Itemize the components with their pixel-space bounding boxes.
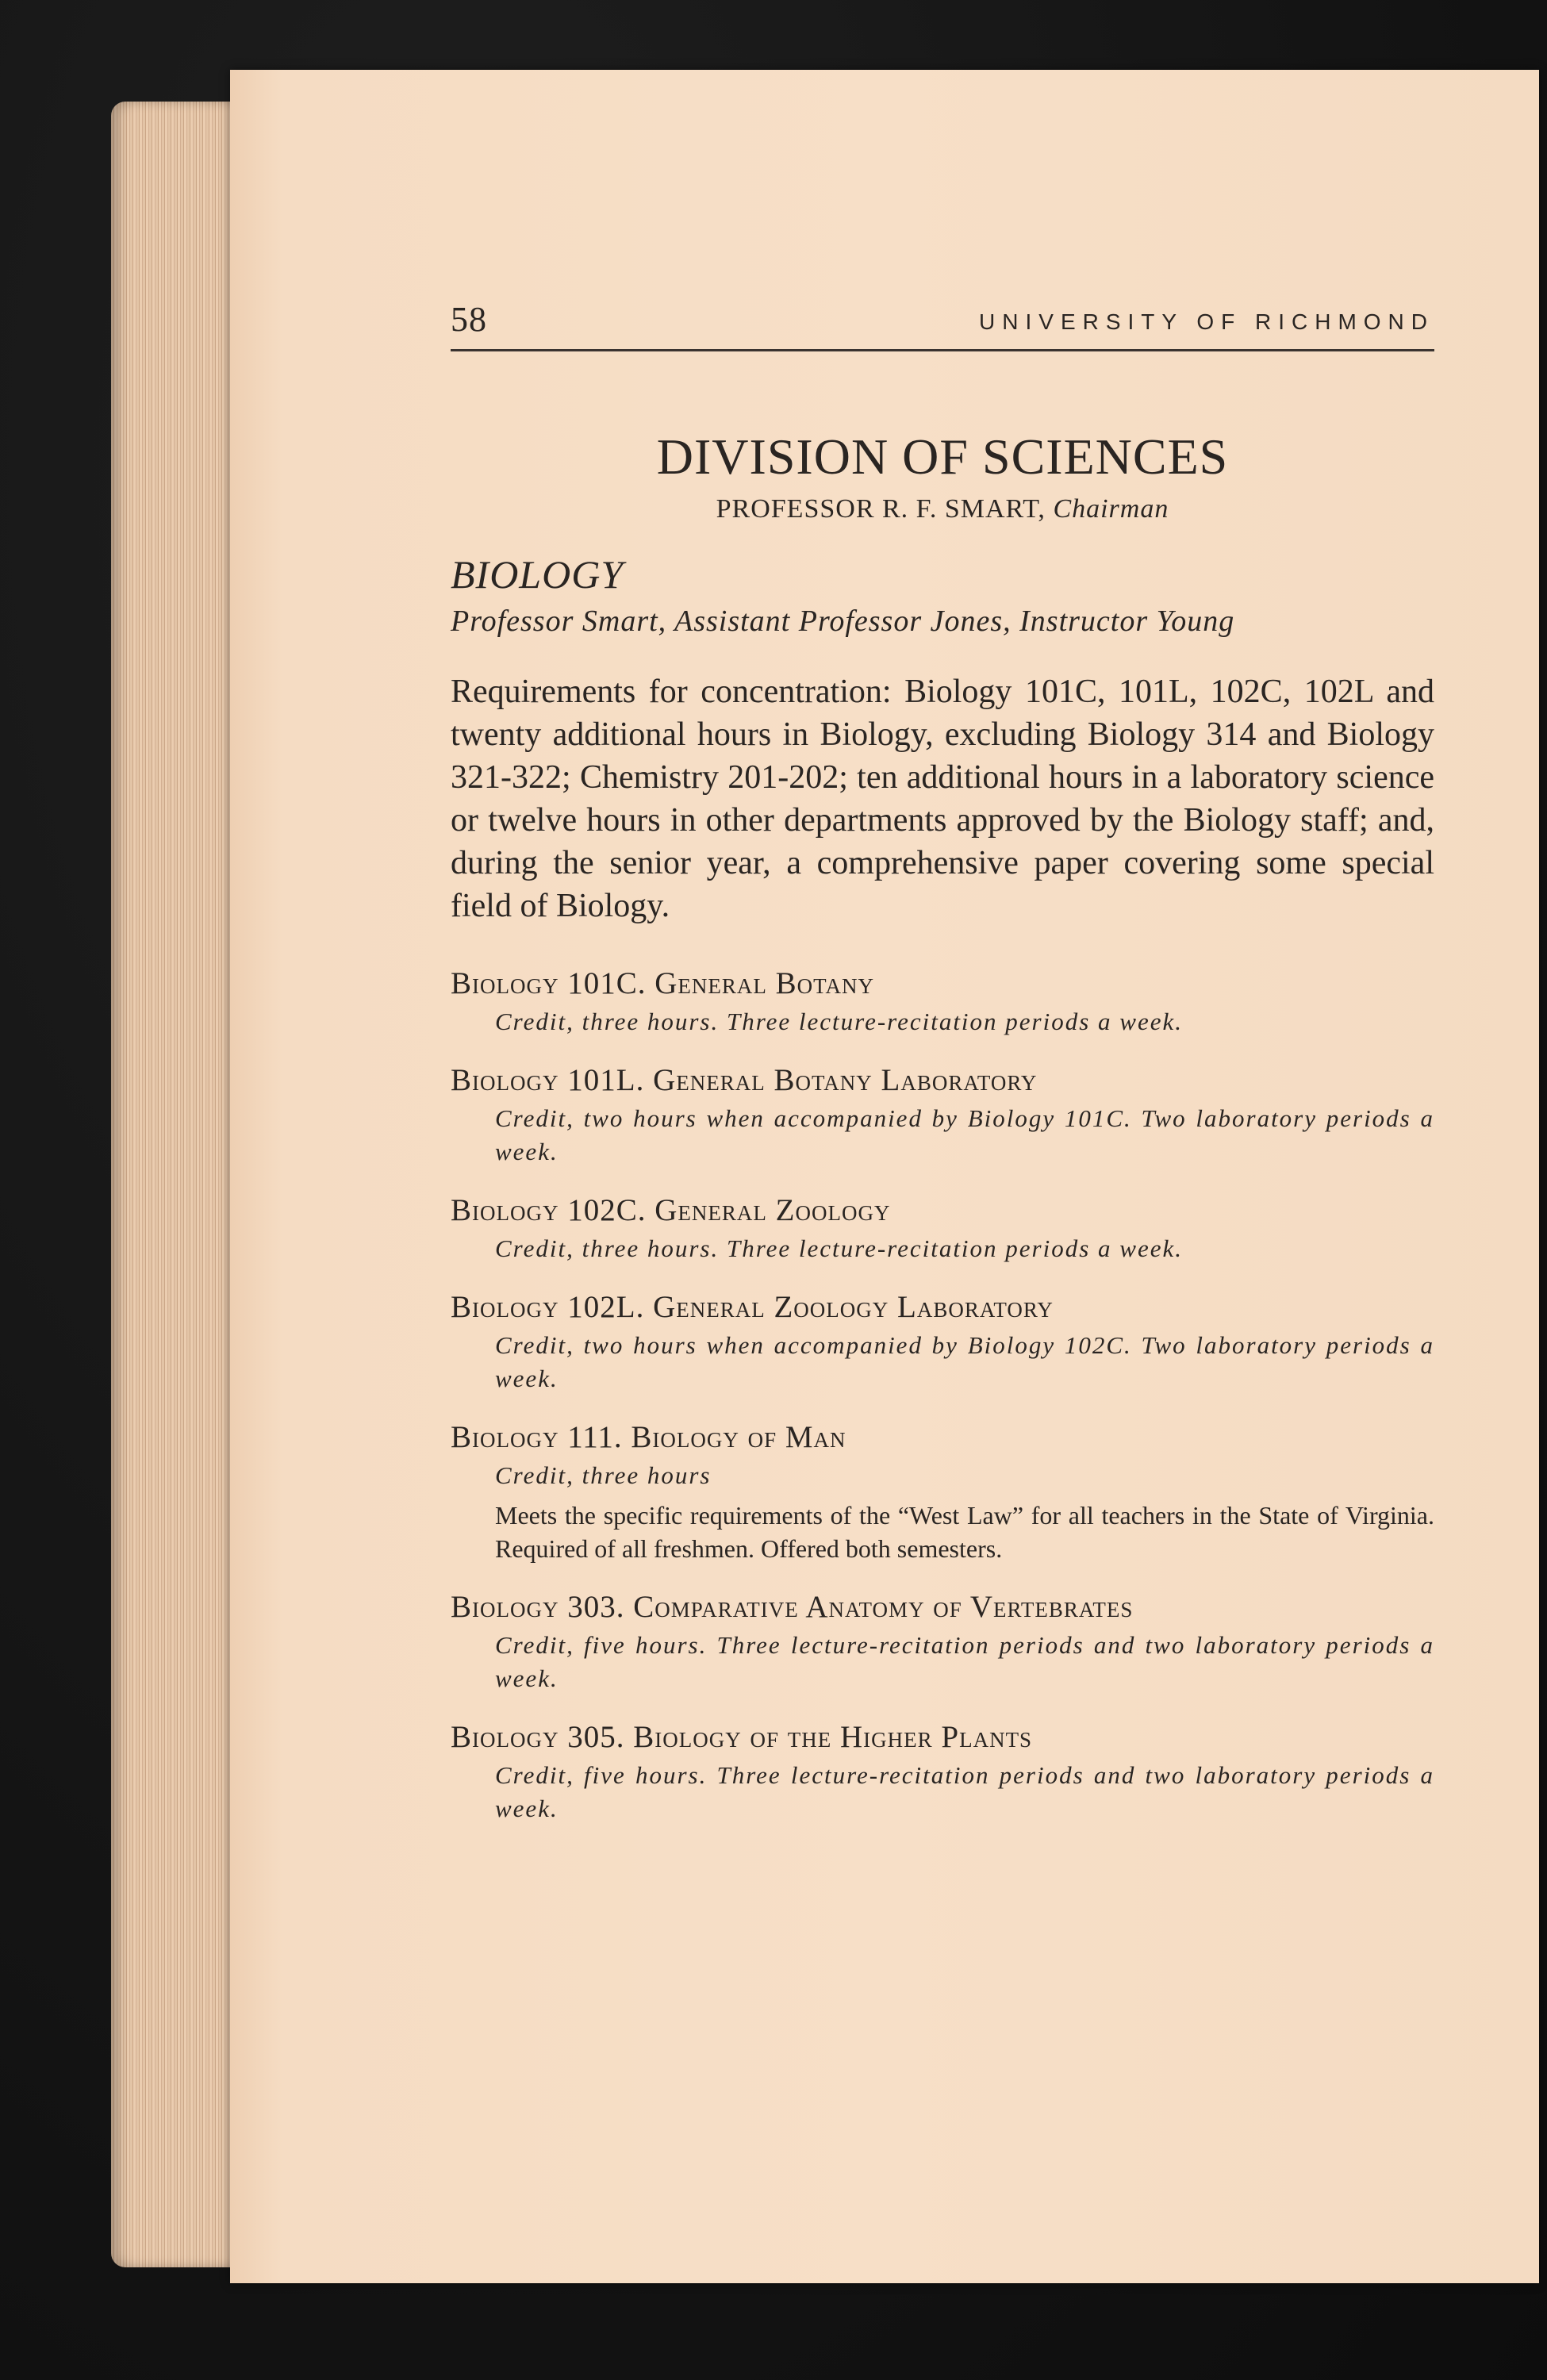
course-title: Biology 111. Biology of Man (451, 1420, 846, 1454)
course-note: Meets the specific requirements of the “West Law” for all teachers in the State of Virginia. Required of all freshmen. Offered both semesters. (495, 1501, 1434, 1563)
course-credit: Credit, three hours. Three lecture-recitation periods a week. (495, 1234, 1183, 1262)
course-credit: Credit, five hours. Three lecture-recitation periods and two laboratory periods a week. (495, 1761, 1434, 1822)
course-title: Biology 101C. General Botany (451, 966, 874, 1000)
page-content (451, 294, 1434, 1846)
course-entry (451, 1059, 1434, 1169)
chairman-role: Chairman (1053, 494, 1169, 524)
course-credit: Credit, three hours (495, 1461, 712, 1489)
course-credit: Credit, two hours when accompanied by Biology 101C. Two laboratory periods a week. (495, 1104, 1434, 1165)
course-title: Biology 102L. General Zoology Laboratory (451, 1290, 1054, 1324)
running-title: UNIVERSITY OF RICHMOND (979, 309, 1434, 334)
faculty-line: Professor Smart, Assistant Professor Jones, Instructor Young (451, 605, 1235, 638)
chairman-name: PROFESSOR R. F. SMART, (716, 494, 1046, 524)
division-title: DIVISION OF SCIENCES (656, 428, 1229, 485)
course-title: Biology 303. Comparative Anatomy of Vertebrates (451, 1590, 1134, 1624)
requirements-paragraph: Requirements for concentration: Biology 101C, 101L, 102C, 102L and twenty additional hours in Biology, excluding Biology 314 and Biology 321-322; Chemistry 201-202; ten additional hours in a laboratory science or twelve hours in other departments approved by the Biology staff; and, during the senior year, a comprehensive paper covering some special field of Biology. (451, 674, 1434, 924)
page-number: 58 (451, 300, 487, 339)
course-title: Biology 102C. General Zoology (451, 1193, 891, 1227)
course-entry (451, 1716, 1434, 1825)
course-credit: Credit, five hours. Three lecture-recitation periods and two laboratory periods a week. (495, 1631, 1434, 1692)
course-entry (451, 1416, 1434, 1565)
course-credit: Credit, three hours. Three lecture-recitation periods a week. (495, 1008, 1183, 1035)
chairman-line (451, 494, 1434, 524)
course-entry (451, 1286, 1434, 1395)
course-entry (451, 962, 1434, 1038)
course-title: Biology 305. Biology of the Higher Plants (451, 1720, 1033, 1754)
course-credit: Credit, two hours when accompanied by Biology 102C. Two laboratory periods a week. (495, 1331, 1434, 1392)
course-entry (451, 1189, 1434, 1265)
running-head (451, 294, 1434, 351)
course-title: Biology 101L. General Botany Laboratory (451, 1063, 1038, 1097)
page-edges (111, 102, 250, 2267)
department-heading: BIOLOGY (451, 552, 624, 597)
course-list (451, 962, 1434, 1825)
course-entry (451, 1586, 1434, 1695)
